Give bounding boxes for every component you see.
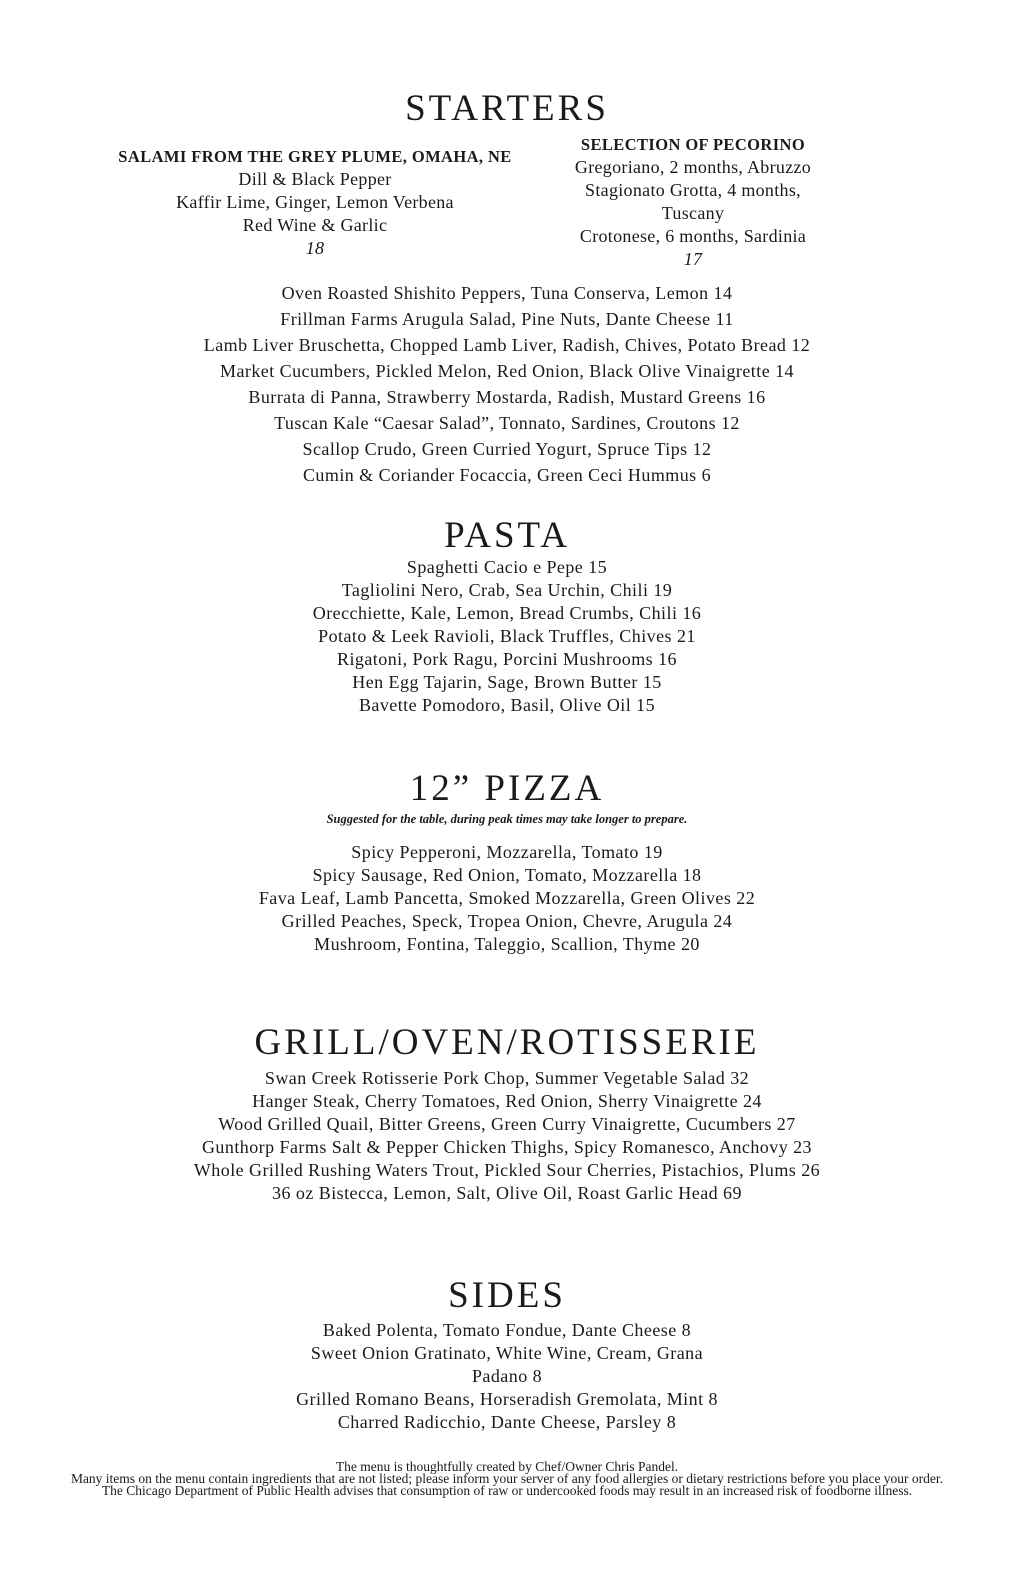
footer-chef-line: The menu is thoughtfully created by Chef/Owner Chris Pandel. bbox=[335, 1459, 679, 1474]
pasta-list bbox=[0, 556, 1014, 717]
pecorino-price: 17 bbox=[683, 249, 703, 269]
pizza-note: Suggested for the table, during peak times may take longer to prepare. bbox=[326, 812, 688, 826]
pizza-list bbox=[0, 841, 1014, 956]
menu-item: Mushroom, Fontina, Taleggio, Scallion, Thyme 20 bbox=[314, 934, 700, 954]
menu-item: Whole Grilled Rushing Waters Trout, Pickled Sour Cherries, Pistachios, Plums 26 bbox=[193, 1160, 821, 1180]
menu-item: Potato & Leek Ravioli, Black Truffles, Chives 21 bbox=[318, 626, 696, 646]
menu-item: Cumin & Coriander Focaccia, Green Ceci Hummus 6 bbox=[302, 465, 712, 485]
pecorino-title: SELECTION OF PECORINO bbox=[580, 135, 806, 154]
salami-title: SALAMI FROM THE GREY PLUME, OMAHA, NE bbox=[118, 147, 512, 166]
menu-item: Lamb Liver Bruschetta, Chopped Lamb Liver, Radish, Chives, Potato Bread 12 bbox=[203, 335, 811, 355]
footer bbox=[20, 1461, 994, 1497]
menu-item: Fava Leaf, Lamb Pancetta, Smoked Mozzarella, Green Olives 22 bbox=[258, 888, 756, 908]
menu-item: Hanger Steak, Cherry Tomatoes, Red Onion, Sherry Vinaigrette 24 bbox=[252, 1091, 762, 1111]
menu-item: Tuscan Kale “Caesar Salad”, Tonnato, Sardines, Croutons 12 bbox=[274, 413, 740, 433]
menu-item: Oven Roasted Shishito Peppers, Tuna Conserva, Lemon 14 bbox=[281, 283, 733, 303]
menu-item: 36 oz Bistecca, Lemon, Salt, Olive Oil, Roast Garlic Head 69 bbox=[272, 1183, 742, 1203]
menu-item: Gunthorp Farms Salt & Pepper Chicken Thighs, Spicy Romanesco, Anchovy 23 bbox=[201, 1137, 813, 1157]
salami-item: Kaffir Lime, Ginger, Lemon Verbena bbox=[176, 192, 454, 212]
pizza-heading: 12” PIZZA bbox=[409, 768, 605, 809]
menu-item: Bavette Pomodoro, Basil, Olive Oil 15 bbox=[358, 695, 656, 715]
menu-item: Spaghetti Cacio e Pepe 15 bbox=[406, 557, 608, 577]
menu-item: Sweet Onion Gratinato, White Wine, Cream, Grana bbox=[310, 1343, 704, 1363]
starters-list bbox=[0, 280, 1014, 488]
menu-item: Rigatoni, Pork Ragu, Porcini Mushrooms 16 bbox=[337, 649, 677, 669]
sides-heading: SIDES bbox=[448, 1275, 566, 1316]
menu-item: Swan Creek Rotisserie Pork Chop, Summer Vegetable Salad 32 bbox=[264, 1068, 750, 1088]
menu-item: Grilled Peaches, Speck, Tropea Onion, Chevre, Arugula 24 bbox=[281, 911, 733, 931]
starters-heading: STARTERS bbox=[405, 88, 609, 129]
pecorino-item: Crotonese, 6 months, Sardinia bbox=[579, 226, 807, 246]
salami-item: Red Wine & Garlic bbox=[242, 215, 388, 235]
pecorino-item: Stagionato Grotta, 4 months, Tuscany bbox=[585, 180, 801, 223]
menu-item: Grilled Romano Beans, Horseradish Gremolata, Mint 8 bbox=[296, 1389, 718, 1409]
sides-list bbox=[0, 1319, 1014, 1434]
pasta-heading: PASTA bbox=[444, 515, 570, 556]
pecorino-item: Gregoriano, 2 months, Abruzzo bbox=[574, 157, 812, 177]
menu-item: Spicy Sausage, Red Onion, Tomato, Mozzarella 18 bbox=[312, 865, 702, 885]
footer-health-line: The Chicago Department of Public Health advises that consumption of raw or undercooked foods may result in an increased risk of foodborne illness. bbox=[101, 1483, 913, 1498]
pecorino-block bbox=[560, 133, 826, 271]
menu-item: Market Cucumbers, Pickled Melon, Red Onion, Black Olive Vinaigrette 14 bbox=[220, 361, 794, 381]
grill-list bbox=[0, 1067, 1014, 1205]
salami-item: Dill & Black Pepper bbox=[238, 169, 392, 189]
menu-item: Baked Polenta, Tomato Fondue, Dante Cheese 8 bbox=[322, 1320, 692, 1340]
menu-item: Burrata di Panna, Strawberry Mostarda, Radish, Mustard Greens 16 bbox=[248, 387, 766, 407]
menu-item: Hen Egg Tajarin, Sage, Brown Butter 15 bbox=[352, 672, 662, 692]
menu-item: Orecchiette, Kale, Lemon, Bread Crumbs, Chili 16 bbox=[312, 603, 702, 623]
menu-item: Charred Radicchio, Dante Cheese, Parsley 8 bbox=[337, 1412, 677, 1432]
menu-item: Frillman Farms Arugula Salad, Pine Nuts, Dante Cheese 11 bbox=[280, 309, 734, 329]
salami-price: 18 bbox=[305, 238, 325, 258]
menu-item: Tagliolini Nero, Crab, Sea Urchin, Chili 19 bbox=[341, 580, 673, 600]
footer-allergy-line: Many items on the menu contain ingredients that are not listed; please inform your server of any food allergies or dietary restrictions before you place your order. bbox=[70, 1471, 944, 1486]
menu-item: Scallop Crudo, Green Curried Yogurt, Spruce Tips 12 bbox=[302, 439, 712, 459]
grill-heading: GRILL/OVEN/ROTISSERIE bbox=[254, 1022, 760, 1063]
menu-item: Wood Grilled Quail, Bitter Greens, Green Curry Vinaigrette, Cucumbers 27 bbox=[218, 1114, 796, 1134]
menu-item: Padano 8 bbox=[471, 1366, 543, 1386]
menu-item: Spicy Pepperoni, Mozzarella, Tomato 19 bbox=[351, 842, 663, 862]
salami-block bbox=[108, 145, 522, 260]
